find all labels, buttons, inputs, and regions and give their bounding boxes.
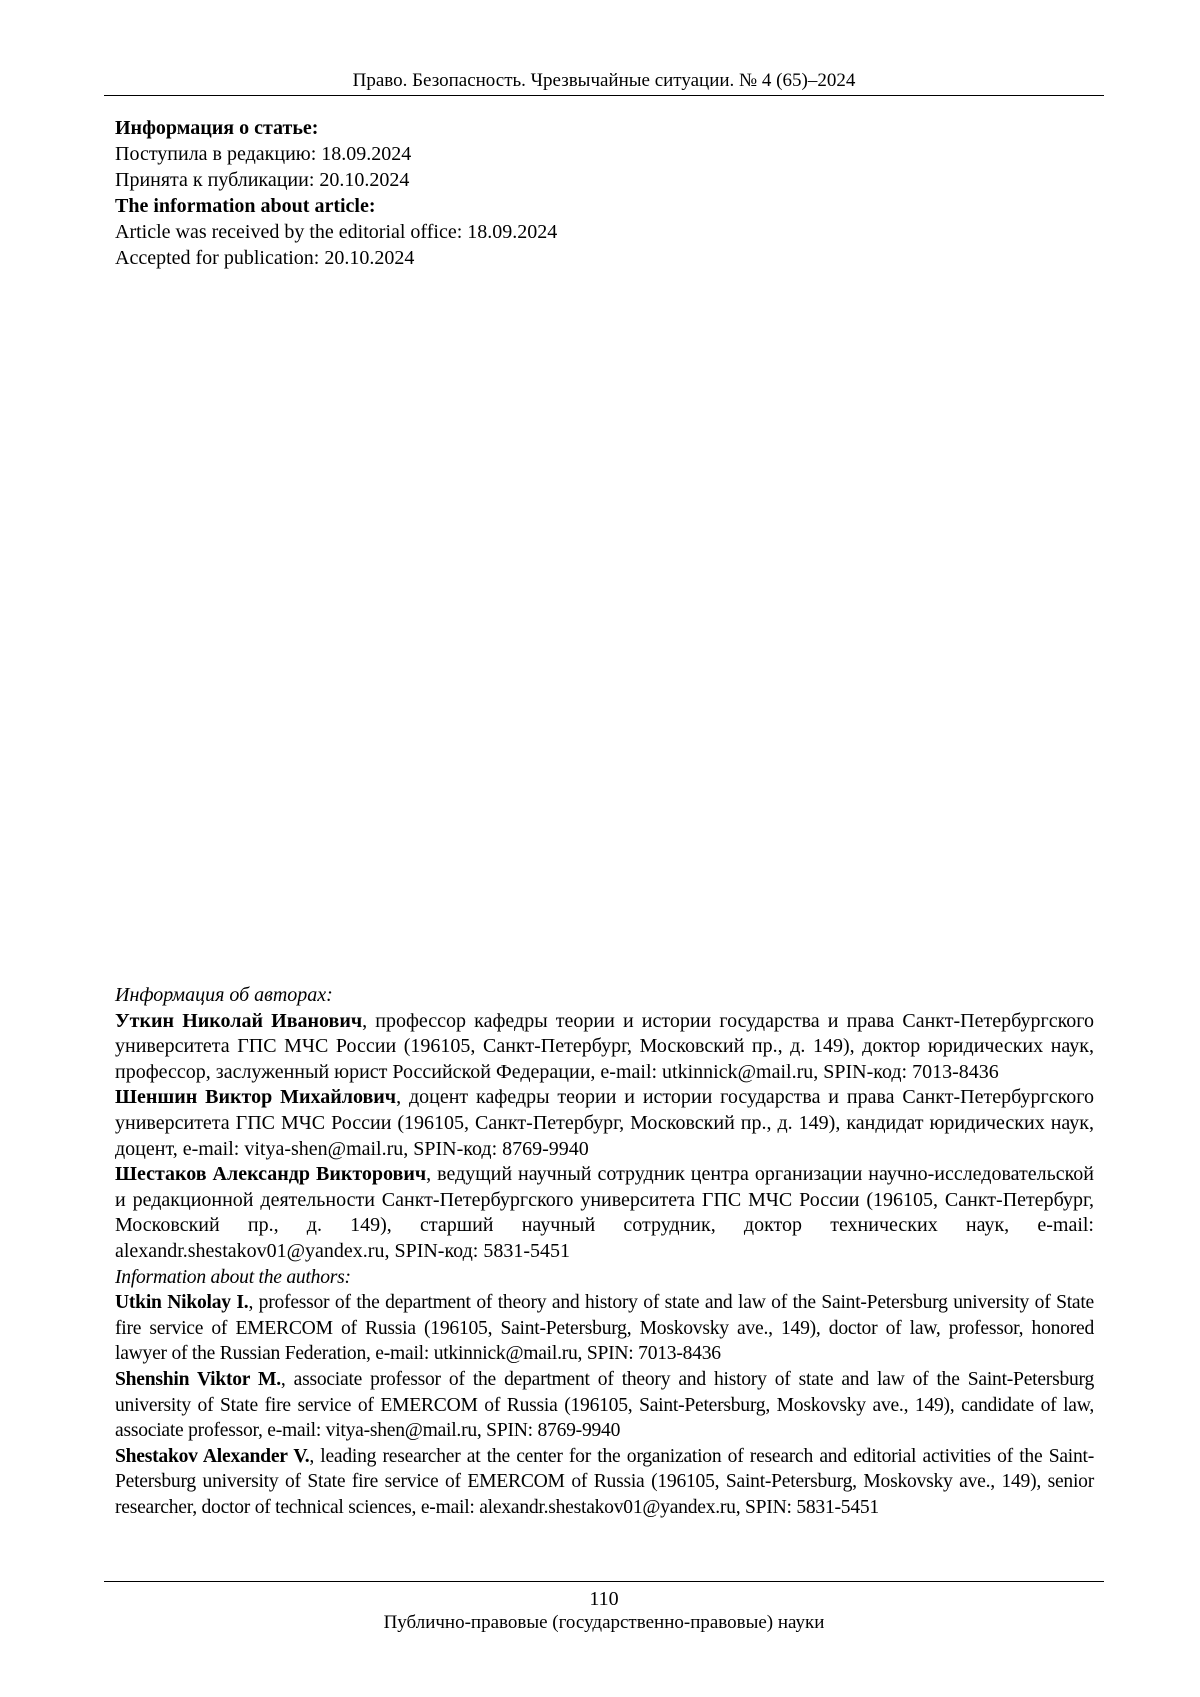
header-rule: [104, 95, 1104, 96]
running-header: Право. Безопасность. Чрезвычайные ситуации. № 4 (65)–2024: [352, 70, 856, 91]
author-name: Уткин Николай Иванович: [115, 1009, 363, 1032]
author-name: Шестаков Александр Викторович: [115, 1163, 427, 1186]
author-entry-ru: [115, 1162, 1094, 1264]
author-entry-en: [115, 1367, 1094, 1444]
article-info: [115, 115, 1095, 271]
article-info-heading-en: The information about article:: [115, 195, 376, 217]
article-info-heading-ru: Информация о статье:: [115, 117, 319, 139]
author-name: Шеншин Виктор Михайлович: [115, 1086, 397, 1109]
author-entry-en: [115, 1290, 1094, 1367]
authors-en: [115, 1265, 1094, 1521]
footer-rule: [104, 1581, 1104, 1582]
author-entry-en: [115, 1444, 1094, 1521]
authors-ru: [115, 983, 1094, 1265]
author-details: , доцент кафедры теории и истории государства и права Санкт-Петербургского университета ГПС МЧС России (196105, Санкт-Петербург, Московский пр., д. 149), кандидат юридических наук, доцент, e-mail: vitya-shen@mail.ru, SPIN-код: 8769-9940: [115, 1086, 1094, 1160]
accepted-date-en: Accepted for publication: 20.10.2024: [115, 247, 415, 269]
author-details: , leading researcher at the center for the organization of research and editorial activities of the Saint-Petersburg university of State fire service of EMERCOM of Russia (196105, Saint-Petersburg, Moskovsky ave., 149), senior researcher, doctor of technical sciences, e-mail: alexandr.shestakov01@yandex.ru, SPIN: 5831-5451: [115, 1445, 1094, 1518]
author-name: Shenshin Viktor M.: [115, 1368, 281, 1390]
author-details: , ведущий научный сотрудник центра организации научно-исследовательской и редакционной деятельности Санкт-Петербургского университета ГПС МЧС России (196105, Санкт-Петербург, Московский пр., д. 149), старший научный сотрудник, доктор технических наук, e-mail: alexandr.shestakov01@yandex.ru, SPIN-код: 5831-5451: [115, 1163, 1094, 1262]
authors-heading-en: Information about the authors:: [115, 1266, 351, 1288]
author-entry-ru: [115, 1009, 1094, 1086]
authors-section: [115, 983, 1094, 1520]
authors-heading-ru: Информация об авторах:: [115, 984, 333, 1006]
author-name: Shestakov Alexander V.: [115, 1445, 310, 1467]
accepted-date-ru: Принята к публикации: 20.10.2024: [115, 169, 410, 191]
running-footer: Публично-правовые (государственно-правовые) науки: [383, 1612, 825, 1633]
author-name: Utkin Nikolay I.: [115, 1292, 249, 1314]
author-details: , associate professor of the department of theory and history of state and law of the Saint-Petersburg university of State fire service of EMERCOM of Russia (196105, Saint-Petersburg, Moskovsky ave., 149), candidate of law, associate professor, e-mail: vitya-shen@mail.ru, SPIN: 8769-9940: [115, 1368, 1095, 1442]
received-date-en: Article was received by the editorial office: 18.09.2024: [115, 221, 558, 243]
author-entry-ru: [115, 1085, 1094, 1162]
page-number: 110: [589, 1588, 619, 1610]
received-date-ru: Поступила в редакцию: 18.09.2024: [115, 143, 412, 165]
author-details: , professor of the department of theory and history of state and law of the Saint-Petersburg university of State fire service of EMERCOM of Russia (196105, Saint-Petersburg, Moskovsky ave., 149), doctor of law, professor, honored lawyer of the Russian Federation, e-mail: utkinnick@mail.ru, SPIN: 7013-8436: [115, 1292, 1094, 1365]
author-details: , профессор кафедры теории и истории государства и права Санкт-Петербургского университета ГПС МЧС России (196105, Санкт-Петербург, Московский пр., д. 149), доктор юридических наук, профессор, заслуженный юрист Российской Федерации, e-mail: utkinnick@mail.ru, SPIN-код: 7013-8436: [115, 1009, 1094, 1083]
